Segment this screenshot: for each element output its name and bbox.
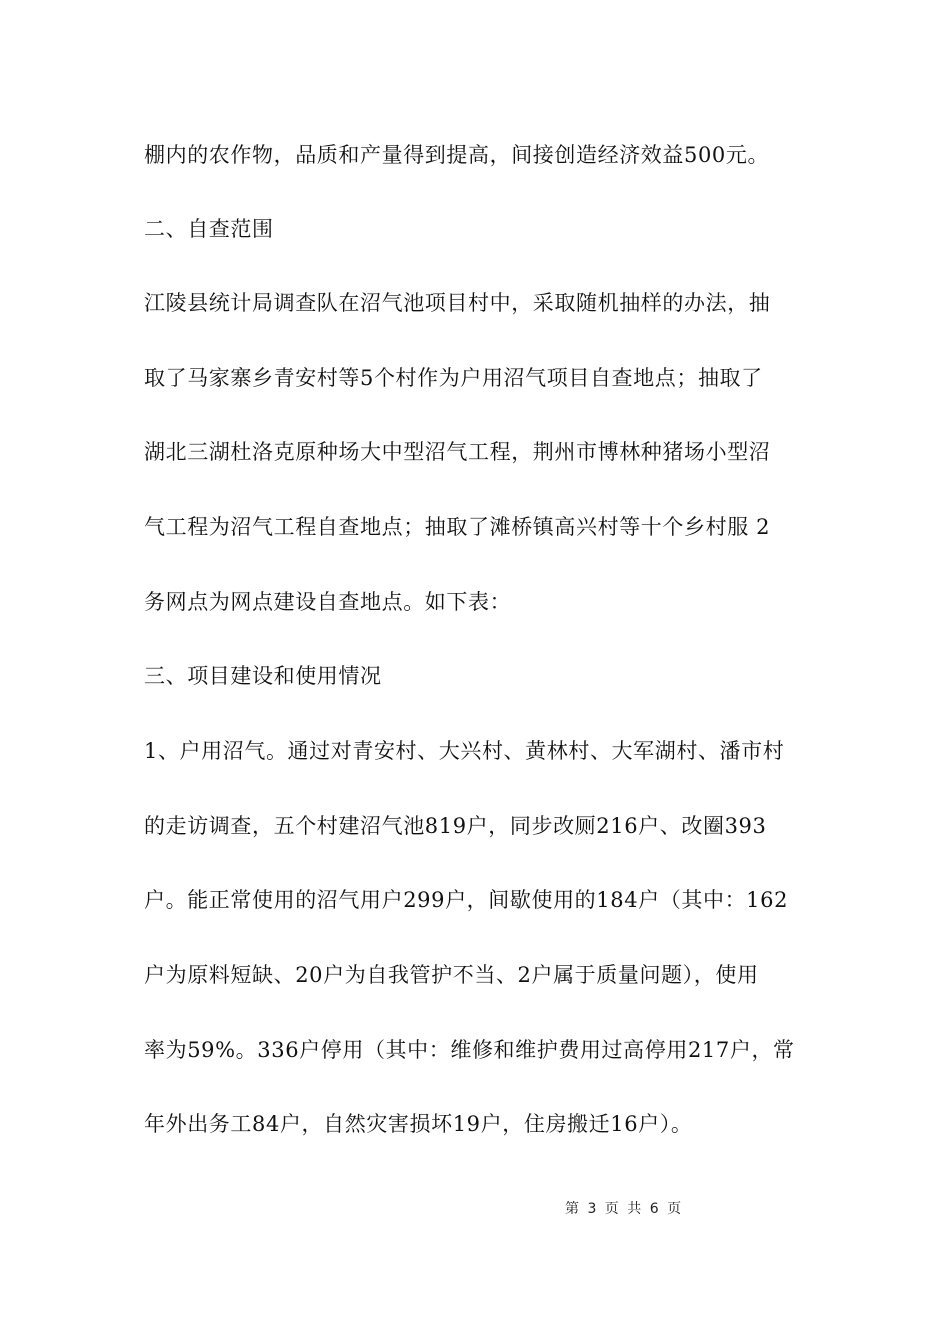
page-number-footer: 第 3 页 共 6 页 — [565, 1201, 682, 1217]
paragraph-line: 的走访调查，五个村建沼气池819户，同步改厕216户、改圈393 — [144, 814, 767, 838]
paragraph-line: 1、户用沼气。通过对青安村、大兴村、黄林村、大军湖村、潘市村 — [144, 739, 785, 763]
paragraph-line: 江陵县统计局调查队在沼气池项目村中，采取随机抽样的办法，抽 — [144, 291, 771, 315]
section-heading-scope: 二、自查范围 — [144, 217, 274, 241]
section-heading-construction: 三、项目建设和使用情况 — [144, 664, 382, 688]
paragraph-line: 气工程为沼气工程自查地点；抽取了滩桥镇高兴村等十个乡村服 2 — [144, 515, 771, 539]
paragraph-line: 取了马家寨乡青安村等5个村作为户用沼气项目自查地点；抽取了 — [144, 366, 763, 390]
paragraph-line: 务网点为网点建设自查地点。如下表： — [144, 590, 512, 614]
paragraph-line: 年外出务工84户，自然灾害损坏19户，住房搬迁16户）。 — [144, 1112, 693, 1136]
paragraph-line: 率为59%。336户停用（其中：维修和维护费用过高停用217户，常 — [144, 1038, 795, 1062]
paragraph-line: 户。能正常使用的沼气用户299户，间歇使用的184户（其中：162 — [144, 888, 789, 912]
paragraph-line: 棚内的农作物，品质和产量得到提高，间接创造经济效益500元。 — [144, 143, 770, 167]
paragraph-line: 湖北三湖杜洛克原种场大中型沼气工程，荆州市博林种猪场小型沼 — [144, 440, 771, 464]
paragraph-line: 户为原料短缺、20户为自我管护不当、2户属于质量问题），使用 — [144, 963, 759, 987]
